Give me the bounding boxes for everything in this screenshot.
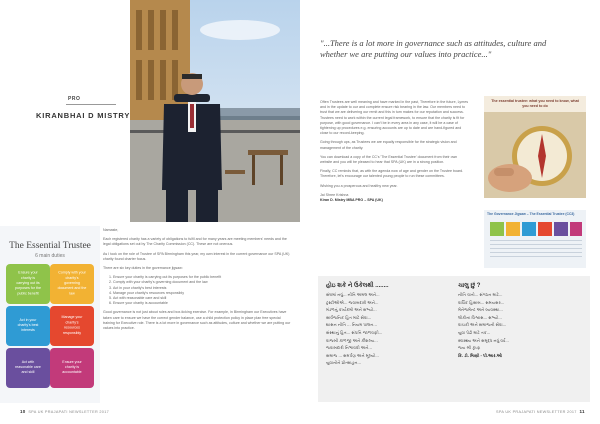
section-heading: હોઇ શકે ને ઉકેલથી ........ — [326, 283, 389, 289]
essential-trustee-card — [0, 226, 100, 403]
paragraph: There are six key duties in the governance jigsaw: — [103, 266, 183, 271]
closing: Jai Shree Krishna — [320, 192, 349, 197]
gujarati-section — [318, 276, 590, 402]
duties-list — [103, 275, 291, 306]
paragraph: Going through ups, as Trustees we are equally responsible for the strategic vision and management of the charity. — [320, 140, 457, 150]
left-article-text — [103, 228, 291, 335]
list-item: 3. Act in your charity's best interests — [113, 286, 291, 291]
text-line: મેનેજમેન્ટ અને વ્યવસ્થા... — [458, 307, 503, 313]
footer-text: SPA UK PRAJAPATI NEWSLETTER 2017 — [496, 410, 577, 414]
thumbnail-caption: The Governance Jigsaw – The Essential Trustee (CC3) — [487, 212, 575, 216]
text-line: સમાજ ... સમર્પણ અને મૂલ્યો... — [326, 352, 379, 358]
paragraph: Good governance is not just about rules and box-ticking exercise. For example, in Birmingham our Executives have taken care to ensure we have the correct gender balance, use a child protection policy in place plan free special training for Executive role. There is a lot more in governance such as attitudes, culture and whether we are putting our values into practice. — [103, 310, 291, 331]
page-number: 11 — [579, 409, 585, 414]
list-item: 1. Ensure your charity is carrying out its purposes for the public benefit — [113, 275, 291, 280]
greeting: Namaste, — [103, 228, 119, 232]
card-subtitle: 6 main duties — [35, 253, 65, 259]
text-line: નીતિ વાતો... સંગઠન માટે... — [458, 292, 503, 297]
footer-text: SPA UK PRAJAPATI NEWSLETTER 2017 — [28, 410, 110, 414]
text-line: જય શ્રી કૃષ્ણ — [458, 345, 481, 351]
essential-trustee-thumbnail — [484, 96, 586, 198]
signature: Kiran D. Mistry MBA PRO – SPA (UK) — [320, 198, 383, 203]
thumbnail-caption: The essential trustee: what you need to know, what you need to do — [491, 99, 579, 108]
text-line: જવાબદારી નિભાવવી અને... — [326, 345, 372, 351]
text-line: વાર્ષિક હિસાબ... સમયસર... — [458, 299, 505, 305]
divider — [66, 104, 116, 105]
jigsaw-piece-label: Manage your charity's resources responsibly — [61, 315, 83, 335]
paragraph: Each registered charity has a variety of obligations to fulfil and for many years are meeting members' needs and the legal obligations set out by The Charity Commission (CC). These are not onerous. — [103, 237, 287, 247]
list-item: 6. Ensure your charity is accountable — [113, 301, 291, 306]
right-footer — [496, 409, 585, 414]
jigsaw-piece-label: Ensure your charity is accountable — [62, 359, 82, 375]
paragraph: Wishing you a prosperous and healthy new year. — [320, 183, 398, 188]
right-article-text — [320, 100, 470, 207]
portrait-photo — [130, 0, 300, 222]
text-line: વાજબી કાળજી અને કૌશલ્ય... — [326, 337, 378, 343]
paragraph: You can download a copy of the CC's 'The Essential Trustee' document from their own website and you will be pleased to hear that SPA (UK) are in a strong position. — [320, 154, 458, 165]
jigsaw-piece-label: Act in your charity's best interests — [17, 317, 39, 333]
paragraph: Finally, CC reminds that, as with the agenda now of age and gender on the Trustee board. Therefore, let's encourage our talented young people to run these committees. — [320, 169, 464, 179]
text-line: સ્વાસ્થ્ય અને સમૃદ્ધ નવું વર્ષ... — [458, 337, 509, 343]
jigsaw-piece-label: Comply with your charity's governing document and the law — [57, 270, 87, 296]
paragraph: Often Trustees are well meaning and have marked in the past, Therefore in the future, Lymes and in the update to our and complete ensure risk bearing in the law. Our members need to trust that we are delivering our remit and this in turn makes for our reputation and success. Trustees need to work within the current legal framework, to ensure that the charity is fit for purpose, with good governance. I can't be in every area in any case, it will be a case of tightening up procedures e.g. ensuring accounts are up to date and are hand-figured and close to our record-keeping. — [320, 100, 469, 136]
gujarati-column-right — [458, 282, 584, 359]
gujarati-column-left — [326, 282, 446, 367]
left-footer — [20, 409, 109, 414]
section-heading: ચાલુ છું ? — [458, 283, 481, 289]
jigsaw-piece-label: Act with reasonable care and skill — [15, 359, 41, 375]
text-line: મંડળનું કાર્યક્રમો અને સભ્યો... — [326, 307, 377, 313]
text-line: યુવા પેઢી માટે તક... — [458, 329, 491, 335]
role-label: PRO — [68, 96, 81, 102]
right-page — [300, 0, 600, 424]
governance-jigsaw-thumbnail — [484, 210, 586, 268]
list-item: 5. Act with reasonable care and skill — [113, 296, 291, 301]
text-line: લોકોના વિશ્વાસ... સભ્યો... — [458, 314, 502, 320]
list-item: 4. Manage your charity's resources responsibly — [113, 291, 291, 296]
signature: કિ. ડી. મિસ્ત્રી - પી.આર.ઓ — [458, 352, 503, 358]
text-line: સાર્વજનિક હિત માટે સેવા... — [326, 314, 372, 320]
text-line: શાસન નીતિ ... નિયમ પાલન... — [326, 322, 377, 328]
text-line: વાચકો અને સમાજની સેવા... — [458, 322, 507, 328]
jigsaw-piece-label: Ensure your charity is carrying out its purposes for the public benefit — [15, 270, 41, 296]
pull-quote: "...There is a lot more in governance such as attitudes, culture and whether we are putting our values into practice..." — [320, 38, 547, 59]
text-line: યુવાનોને પ્રોત્સાહન... — [326, 360, 362, 366]
list-item: 2. Comply with your charity's governing document and the law — [113, 280, 291, 285]
jigsaw-graphic — [6, 264, 94, 388]
text-line: સંઘમાં નવું... નીતિ અમલ અને... — [326, 292, 380, 297]
card-title: The Essential Trustee — [9, 241, 91, 251]
text-line: ટ્રસ્ટીઓએ... જવાબદારી અને... — [326, 299, 379, 305]
text-line: સંસ્થાનું હિત... સંપત્તિ જાળવણી... — [326, 329, 383, 335]
author-name: KIRANBHAI D MISTRY — [36, 111, 131, 120]
paragraph: As I took on the role of Trustee of SPA Birmingham this year, my own interest in the current governance our SPA (UK) charity found charter focus. — [103, 251, 290, 261]
page-number: 10 — [20, 409, 26, 414]
